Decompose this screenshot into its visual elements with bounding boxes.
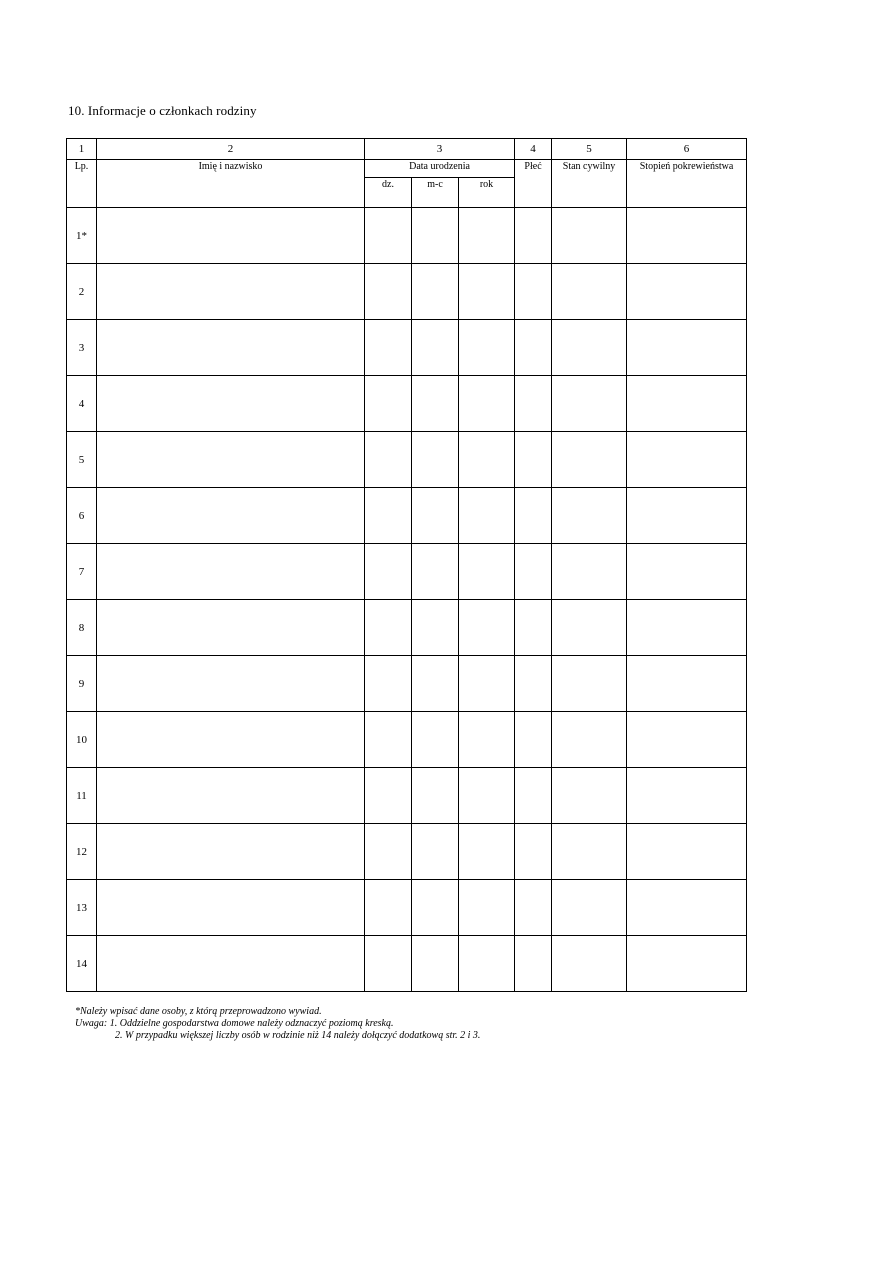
year-cell[interactable]	[459, 656, 515, 712]
column-number-row	[67, 139, 747, 160]
row-number: 13	[67, 880, 97, 936]
name-cell[interactable]	[97, 768, 365, 824]
column-number: 2	[97, 139, 365, 160]
name-cell[interactable]	[97, 880, 365, 936]
day-cell[interactable]	[365, 600, 412, 656]
name-cell[interactable]	[97, 824, 365, 880]
footnotes	[75, 1006, 480, 1042]
civil-status-cell[interactable]	[552, 432, 627, 488]
sex-cell[interactable]	[515, 600, 552, 656]
civil-status-cell[interactable]	[552, 824, 627, 880]
header-birth-date: Data urodzenia	[365, 160, 515, 178]
table-row	[67, 208, 747, 264]
sex-cell[interactable]	[515, 768, 552, 824]
kinship-cell[interactable]	[627, 824, 747, 880]
day-cell[interactable]	[365, 264, 412, 320]
kinship-cell[interactable]	[627, 264, 747, 320]
header-sex: Płeć	[515, 160, 552, 208]
row-number: 1*	[67, 208, 97, 264]
day-cell[interactable]	[365, 768, 412, 824]
column-number: 3	[365, 139, 515, 160]
header-civil-status: Stan cywilny	[552, 160, 627, 208]
month-cell[interactable]	[412, 544, 459, 600]
civil-status-cell[interactable]	[552, 544, 627, 600]
month-cell[interactable]	[412, 600, 459, 656]
civil-status-cell[interactable]	[552, 936, 627, 992]
name-cell[interactable]	[97, 264, 365, 320]
year-cell[interactable]	[459, 376, 515, 432]
kinship-cell[interactable]	[627, 488, 747, 544]
table-row	[67, 768, 747, 824]
row-number: 9	[67, 656, 97, 712]
table-row	[67, 544, 747, 600]
sex-cell[interactable]	[515, 208, 552, 264]
year-cell[interactable]	[459, 768, 515, 824]
name-cell[interactable]	[97, 600, 365, 656]
name-cell[interactable]	[97, 376, 365, 432]
footnote-remark-2: 2. W przypadku większej liczby osób w rodzinie niż 14 należy dołączyć dodatkową str. 2 i 3.	[115, 1030, 481, 1041]
row-number: 6	[67, 488, 97, 544]
sex-cell[interactable]	[515, 824, 552, 880]
table-row	[67, 600, 747, 656]
civil-status-cell[interactable]	[552, 712, 627, 768]
column-number: 1	[67, 139, 97, 160]
header-year: rok	[459, 178, 515, 208]
day-cell[interactable]	[365, 880, 412, 936]
kinship-cell[interactable]	[627, 712, 747, 768]
civil-status-cell[interactable]	[552, 768, 627, 824]
month-cell[interactable]	[412, 208, 459, 264]
civil-status-cell[interactable]	[552, 376, 627, 432]
table-row	[67, 936, 747, 992]
name-cell[interactable]	[97, 432, 365, 488]
footnote-asterisk: *Należy wpisać dane osoby, z którą przeprowadzono wywiad.	[75, 1006, 322, 1017]
month-cell[interactable]	[412, 880, 459, 936]
sex-cell[interactable]	[515, 320, 552, 376]
section-title: 10. Informacje o członkach rodziny	[68, 103, 257, 118]
kinship-cell[interactable]	[627, 936, 747, 992]
kinship-cell[interactable]	[627, 880, 747, 936]
sex-cell[interactable]	[515, 712, 552, 768]
civil-status-cell[interactable]	[552, 264, 627, 320]
month-cell[interactable]	[412, 432, 459, 488]
kinship-cell[interactable]	[627, 544, 747, 600]
table-row	[67, 488, 747, 544]
day-cell[interactable]	[365, 824, 412, 880]
year-cell[interactable]	[459, 544, 515, 600]
table-row	[67, 880, 747, 936]
month-cell[interactable]	[412, 264, 459, 320]
year-cell[interactable]	[459, 712, 515, 768]
row-number: 12	[67, 824, 97, 880]
month-cell[interactable]	[412, 824, 459, 880]
day-cell[interactable]	[365, 488, 412, 544]
civil-status-cell[interactable]	[552, 488, 627, 544]
month-cell[interactable]	[412, 712, 459, 768]
table-row	[67, 824, 747, 880]
row-number: 7	[67, 544, 97, 600]
kinship-cell[interactable]	[627, 768, 747, 824]
row-number: 14	[67, 936, 97, 992]
family-members-table	[66, 138, 747, 992]
year-cell[interactable]	[459, 320, 515, 376]
name-cell[interactable]	[97, 936, 365, 992]
year-cell[interactable]	[459, 936, 515, 992]
day-cell[interactable]	[365, 320, 412, 376]
sex-cell[interactable]	[515, 376, 552, 432]
year-cell[interactable]	[459, 600, 515, 656]
kinship-cell[interactable]	[627, 376, 747, 432]
civil-status-cell[interactable]	[552, 880, 627, 936]
table-row	[67, 712, 747, 768]
year-cell[interactable]	[459, 488, 515, 544]
table-row	[67, 656, 747, 712]
name-cell[interactable]	[97, 544, 365, 600]
table-row	[67, 264, 747, 320]
kinship-cell[interactable]	[627, 320, 747, 376]
row-number: 8	[67, 600, 97, 656]
day-cell[interactable]	[365, 376, 412, 432]
column-number: 4	[515, 139, 552, 160]
row-number: 11	[67, 768, 97, 824]
header-kinship: Stopień pokrewieństwa	[627, 160, 747, 208]
kinship-cell[interactable]	[627, 208, 747, 264]
month-cell[interactable]	[412, 656, 459, 712]
year-cell[interactable]	[459, 432, 515, 488]
table-row	[67, 432, 747, 488]
name-cell[interactable]	[97, 320, 365, 376]
row-number: 10	[67, 712, 97, 768]
kinship-cell[interactable]	[627, 600, 747, 656]
name-cell[interactable]	[97, 712, 365, 768]
civil-status-cell[interactable]	[552, 320, 627, 376]
sex-cell[interactable]	[515, 936, 552, 992]
year-cell[interactable]	[459, 824, 515, 880]
header-month: m-c	[412, 178, 459, 208]
row-number: 4	[67, 376, 97, 432]
sex-cell[interactable]	[515, 432, 552, 488]
kinship-cell[interactable]	[627, 432, 747, 488]
month-cell[interactable]	[412, 936, 459, 992]
day-cell[interactable]	[365, 712, 412, 768]
month-cell[interactable]	[412, 488, 459, 544]
column-number: 6	[627, 139, 747, 160]
name-cell[interactable]	[97, 208, 365, 264]
header-row	[67, 160, 747, 178]
name-cell[interactable]	[97, 488, 365, 544]
header-lp: Lp.	[67, 160, 97, 208]
sex-cell[interactable]	[515, 544, 552, 600]
sex-cell[interactable]	[515, 880, 552, 936]
footnote-remark-1: Uwaga: 1. Oddzielne gospodarstwa domowe należy odznaczyć poziomą kreską.	[75, 1018, 394, 1029]
header-day: dz.	[365, 178, 412, 208]
sex-cell[interactable]	[515, 656, 552, 712]
day-cell[interactable]	[365, 936, 412, 992]
sex-cell[interactable]	[515, 488, 552, 544]
table-row	[67, 320, 747, 376]
civil-status-cell[interactable]	[552, 656, 627, 712]
month-cell[interactable]	[412, 320, 459, 376]
row-number: 5	[67, 432, 97, 488]
header-name: Imię i nazwisko	[97, 160, 365, 208]
month-cell[interactable]	[412, 768, 459, 824]
month-cell[interactable]	[412, 376, 459, 432]
row-number: 3	[67, 320, 97, 376]
civil-status-cell[interactable]	[552, 600, 627, 656]
day-cell[interactable]	[365, 432, 412, 488]
column-number: 5	[552, 139, 627, 160]
civil-status-cell[interactable]	[552, 208, 627, 264]
day-cell[interactable]	[365, 656, 412, 712]
row-number: 2	[67, 264, 97, 320]
name-cell[interactable]	[97, 656, 365, 712]
day-cell[interactable]	[365, 544, 412, 600]
table-row	[67, 376, 747, 432]
sex-cell[interactable]	[515, 264, 552, 320]
kinship-cell[interactable]	[627, 656, 747, 712]
day-cell[interactable]	[365, 208, 412, 264]
year-cell[interactable]	[459, 880, 515, 936]
year-cell[interactable]	[459, 208, 515, 264]
year-cell[interactable]	[459, 264, 515, 320]
